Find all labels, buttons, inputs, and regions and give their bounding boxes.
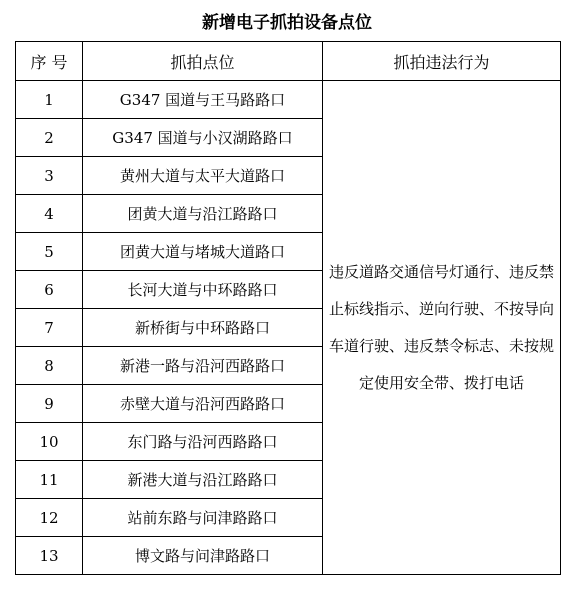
- row-location: G347 国道与王马路路口: [83, 81, 323, 119]
- row-location: 团黄大道与沿江路路口: [83, 195, 323, 233]
- row-seq: 9: [16, 385, 83, 423]
- row-location: 黄州大道与太平大道路口: [83, 157, 323, 195]
- row-seq: 7: [16, 309, 83, 347]
- violation-behaviors: 违反道路交通信号灯通行、违反禁止标线指示、逆向行驶、不按导向车道行驶、违反禁令标志、未按规定使用安全带、拨打电话: [323, 81, 561, 575]
- row-seq: 5: [16, 233, 83, 271]
- row-seq: 13: [16, 537, 83, 575]
- row-seq: 4: [16, 195, 83, 233]
- row-seq: 2: [16, 119, 83, 157]
- row-location: 赤壁大道与沿河西路路口: [83, 385, 323, 423]
- table-body: [16, 81, 561, 575]
- row-seq: 8: [16, 347, 83, 385]
- row-location: 站前东路与问津路路口: [83, 499, 323, 537]
- row-seq: 6: [16, 271, 83, 309]
- row-location: 团黄大道与堵城大道路口: [83, 233, 323, 271]
- row-location: 新港大道与沿江路路口: [83, 461, 323, 499]
- row-location: 长河大道与中环路路口: [83, 271, 323, 309]
- table-header-row: [16, 42, 561, 81]
- row-seq: 3: [16, 157, 83, 195]
- row-location: 新港一路与沿河西路路口: [83, 347, 323, 385]
- document-title: 新增电子抓拍设备点位: [202, 13, 372, 33]
- row-location: 博文路与问津路路口: [83, 537, 323, 575]
- table-row: [16, 81, 561, 119]
- header-seq: 序 号: [16, 42, 83, 81]
- row-location: 东门路与沿河西路路口: [83, 423, 323, 461]
- row-seq: 10: [16, 423, 83, 461]
- row-seq: 1: [16, 81, 83, 119]
- header-location: 抓拍点位: [83, 42, 323, 81]
- row-location: 新桥街与中环路路口: [83, 309, 323, 347]
- row-location: G347 国道与小汉湖路路口: [83, 119, 323, 157]
- header-behavior: 抓拍违法行为: [323, 42, 561, 81]
- capture-points-table: [15, 41, 561, 575]
- row-seq: 12: [16, 499, 83, 537]
- row-seq: 11: [16, 461, 83, 499]
